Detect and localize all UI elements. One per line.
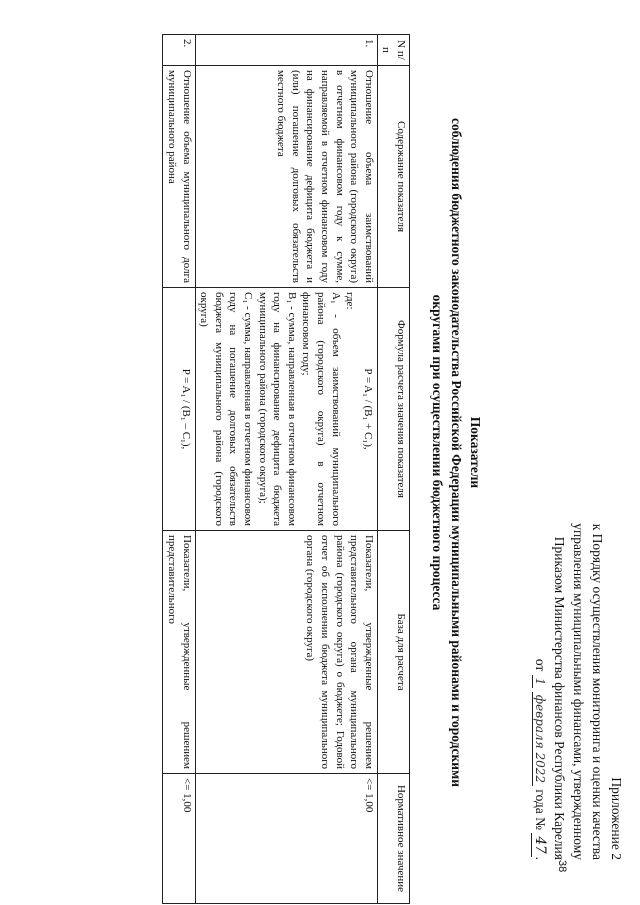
formula-term-b: B₁ - сумма, направленная в отчетном финансовом году на финансирование дефицита бюджета муниципального района (городского округа); [256, 292, 298, 526]
indicator-content: Отношение объема муниципального долга муниципального района [163, 66, 195, 288]
calculation-base: Показатели, утвержденные решением представительного органа муниципального района (городского округа) о бюджете; Годовой отчет об исполнении бюджета муниципального органа (городского округа) [195, 531, 377, 774]
handwritten-day: 1 [532, 675, 547, 689]
formula: P = A₁ / (B₁ – C₁), [179, 368, 192, 450]
normative-value: <= 1,00 [163, 774, 195, 904]
formula-term-c: C₁ - сумма, направленная в отчетном финансовом году на погашение долговых обязательств бюджета муниципального района (городского округа) [198, 292, 255, 526]
row-number: 2. [163, 35, 195, 66]
indicator-formula-cell [163, 288, 195, 531]
appendix-title: Приложение 2 [609, 777, 624, 860]
header-formula: Формула расчета значения показателя [377, 288, 409, 531]
handwritten-month: февраля 2022 [532, 692, 547, 786]
normative-value: <= 1,00 [195, 774, 377, 904]
header-norm: Нормативное значение [377, 774, 409, 904]
indicators-table [163, 34, 411, 904]
date-prefix: от [533, 658, 548, 672]
appendix-date-line: от 1 февраля 2022 года № 47. [532, 658, 548, 860]
appendix-line-4: Приказом Министерства финансов Республики Карелия [552, 536, 567, 860]
document-title [428, 0, 485, 905]
handwritten-number: 47 [531, 833, 548, 856]
appendix-header [530, 30, 626, 860]
date-mid: года № [533, 789, 548, 831]
calculation-base: Показатели, утвержденные решением представительного [163, 531, 195, 774]
table-row [163, 35, 195, 904]
header-number: N п/п [377, 35, 409, 66]
indicator-formula-cell [195, 288, 377, 531]
header-content: Содержание показателя [377, 66, 409, 288]
table-row [195, 35, 377, 904]
title-line-1: Показатели [468, 416, 483, 489]
formula-term-a: A₁ - объем заимствований муниципального района (городского округа) в отчетном финансовом году; [300, 292, 342, 526]
title-line-3: округами при осуществлении бюджетного процесса [430, 294, 445, 611]
formula-where: где: [344, 292, 357, 310]
title-line-2: соблюдения бюджетного законодательства Российской Федерации муниципальными районами и городскими [449, 118, 464, 787]
formula: P = A₁ / (B₁ + C₁), [361, 368, 374, 450]
appendix-line-2: к Порядку осуществления мониторинга и оценки качества [590, 523, 605, 860]
row-number: 1. [195, 35, 377, 66]
indicator-content: Отношение объема заимствований муниципального района (городского округа) в отчетном финансовом году к сумме, направляемой в отчетном финансовом году на финансирование дефицита бюджета и (или) погашение долговых обязательств местного бюджета [195, 66, 377, 288]
page-number: 38 [556, 860, 568, 873]
header-base: База для расчета [377, 531, 409, 774]
appendix-line-3: управления муниципальными финансами, утвержденному [571, 523, 586, 860]
table-header-row [377, 35, 409, 904]
